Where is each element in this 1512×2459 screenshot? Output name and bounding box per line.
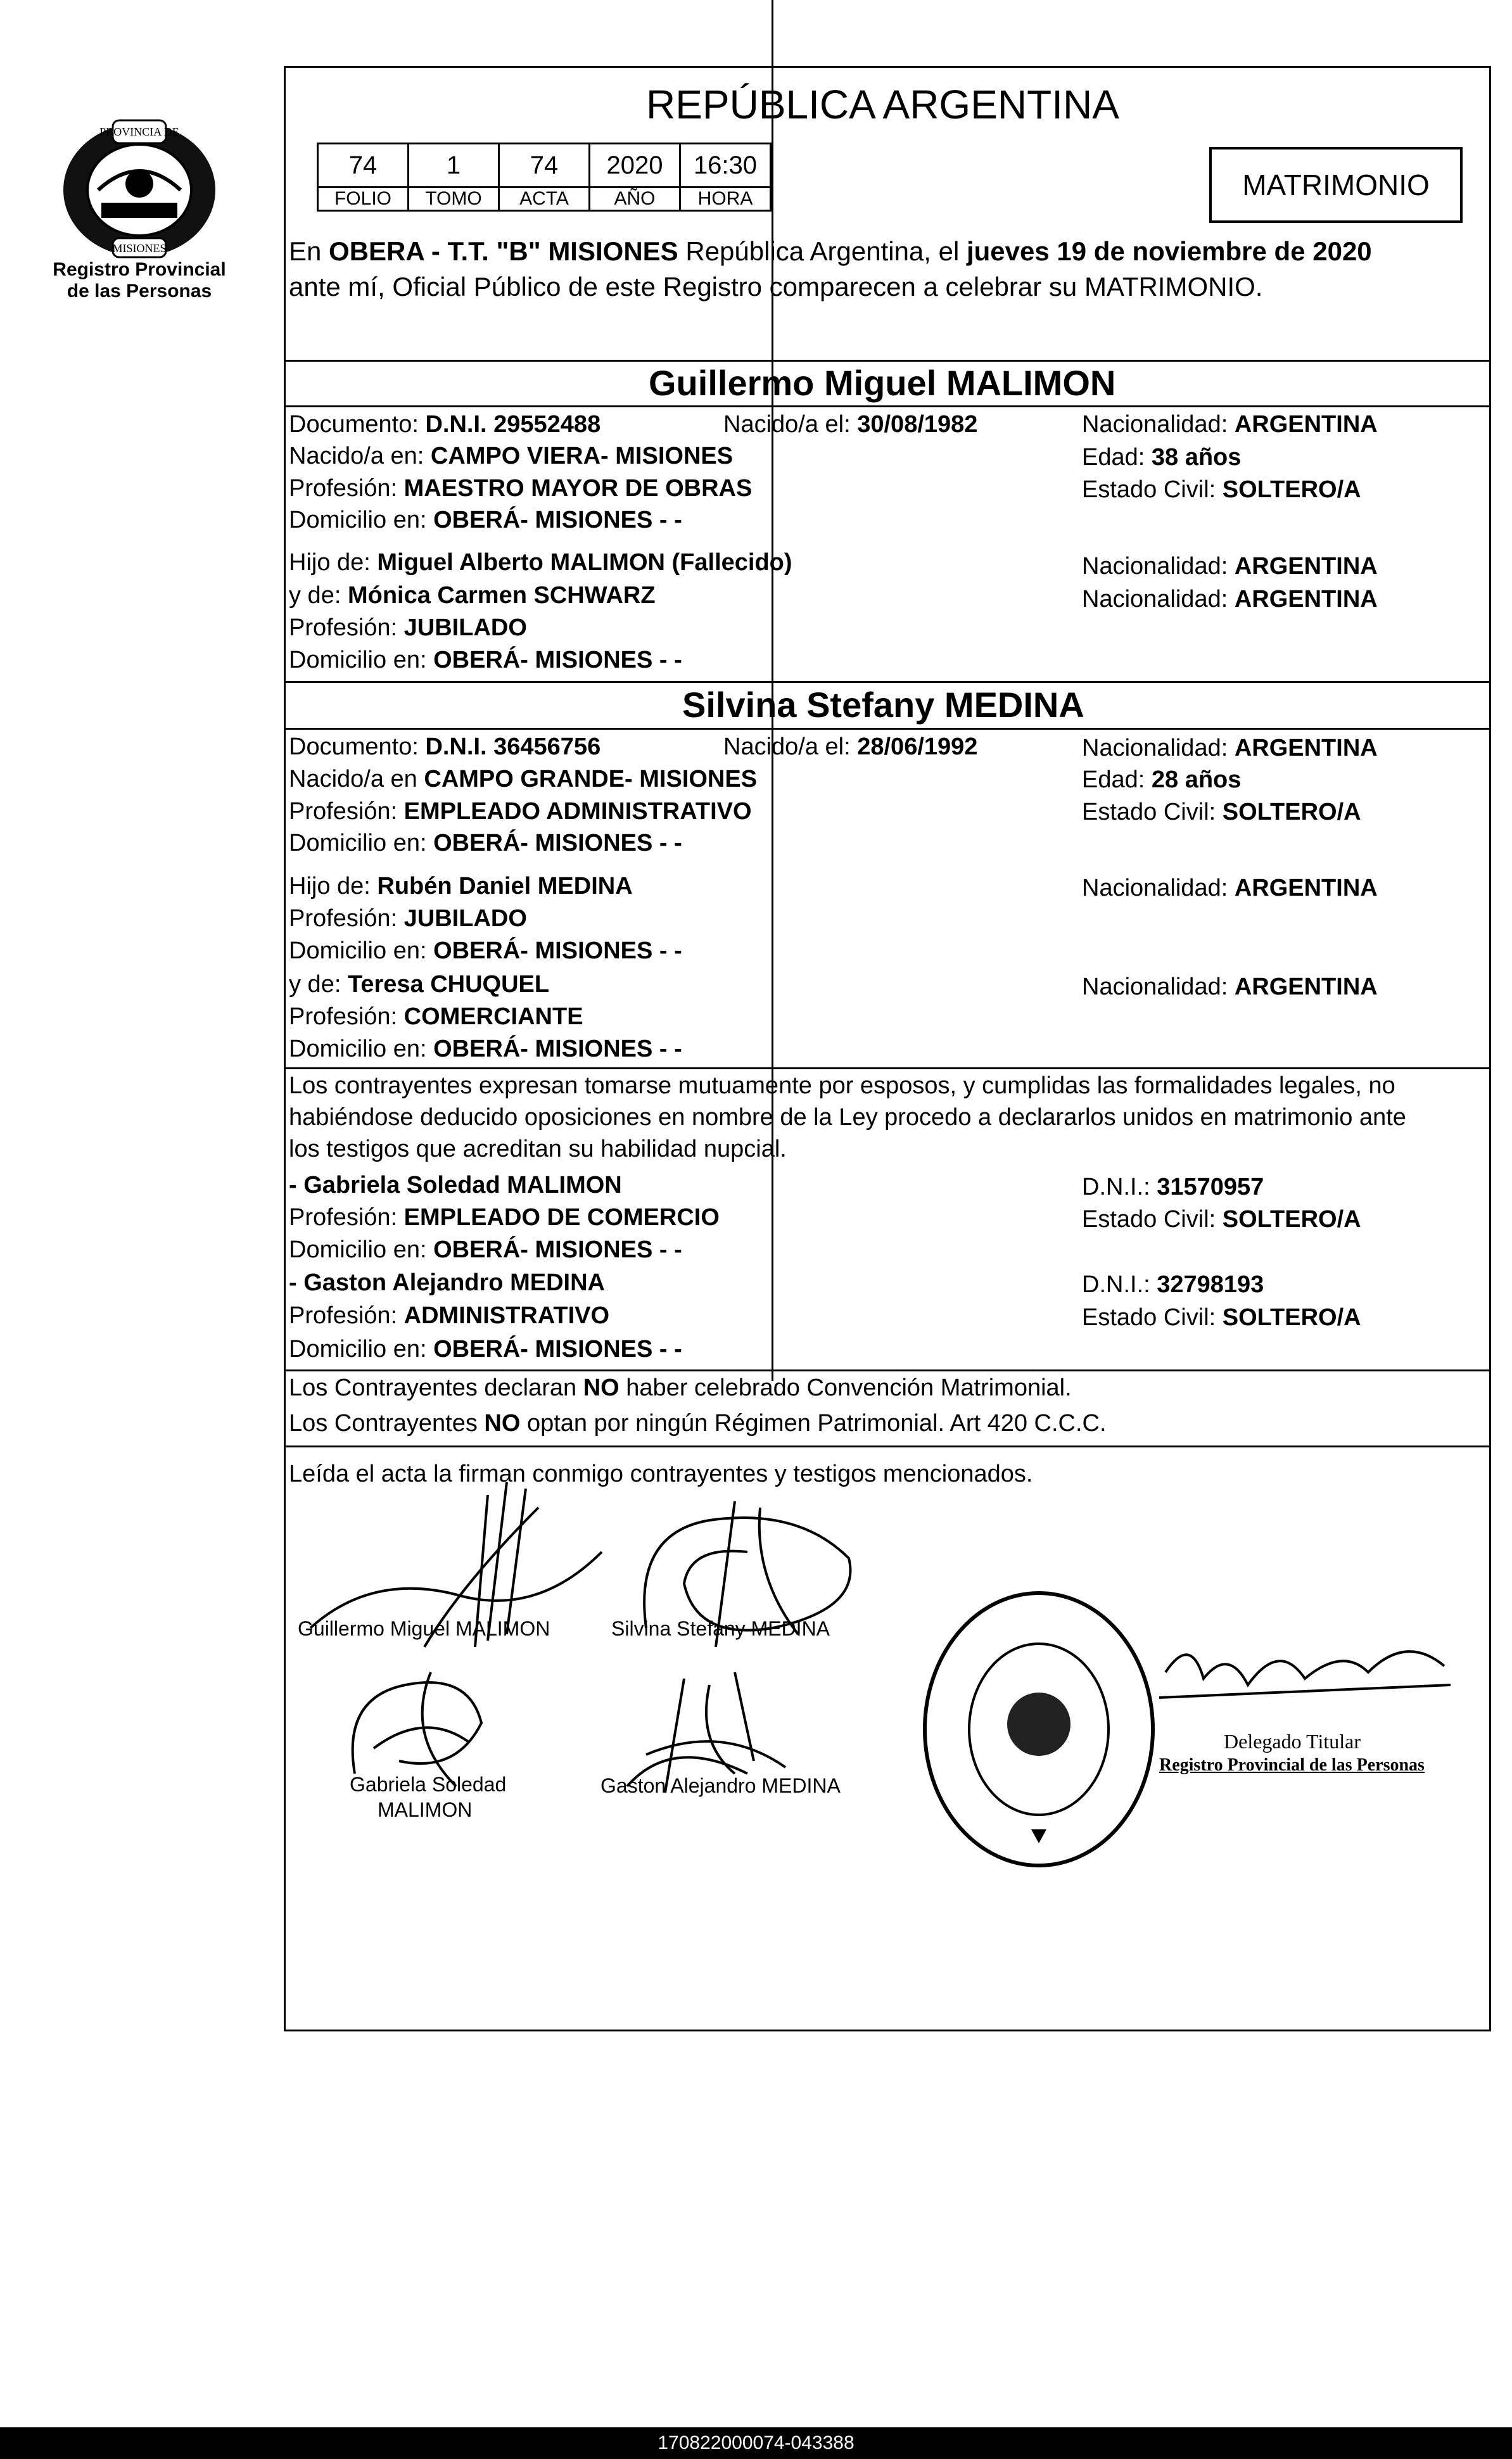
bride-name: Silvina Stefany MEDINA [682,685,1084,725]
registry-logo [38,95,241,317]
divider-header [284,360,1491,362]
groom-document: Documento: D.N.I. 29552488 [289,411,601,438]
bride-civil-status: Estado Civil: SOLTERO/A [1082,799,1361,825]
witness-1-signature-caption-1: Gabriela Soledad [350,1773,507,1796]
bride-age: Edad: 28 años [1082,766,1242,793]
document-barcode [0,2427,1512,2459]
witness-2-signature-caption: Gaston Alejandro MEDINA [600,1774,841,1797]
groom-mother-nationality: Nacionalidad: ARGENTINA [1082,586,1378,613]
witness-1-profession: Profesión: EMPLEADO DE COMERCIO [289,1204,720,1231]
bride-father-domicile: Domicilio en: OBERÁ- MISIONES - - [289,937,682,964]
divider-bride [284,681,1491,683]
groom-birthdate: Nacido/a el: 30/08/1982 [723,411,978,438]
declaration-line-1: Los contrayentes expresan tomarse mutuamente por esposos, y cumplidas las formalidades legales, no [289,1072,1395,1099]
folio-value: 74 [318,144,409,187]
groom-parents-profession: Profesión: JUBILADO [289,614,527,641]
groom-civil-status: Estado Civil: SOLTERO/A [1082,476,1361,503]
divider-signatures [284,1446,1491,1447]
groom-father: Hijo de: Miguel Alberto MALIMON (Fallecido) [289,549,792,576]
official-signature [1153,1609,1457,1723]
convention-line-1: Los Contrayentes declaran NO haber celebrado Convención Matrimonial. [289,1375,1072,1401]
bride-birthdate: Nacido/a el: 28/06/1992 [723,734,978,760]
witness-1-civil-status: Estado Civil: SOLTERO/A [1082,1206,1361,1233]
official-title: Delegado Titular [1224,1730,1361,1753]
hora-value: 16:30 [680,144,771,187]
folio-label: FOLIO [318,187,409,211]
divider-bride-name [284,728,1491,730]
registry-table [317,143,772,212]
divider-convention [284,1369,1491,1371]
intro-line-2: ante mí, Oficial Público de este Registro comparecen a celebrar su MATRIMONIO. [289,272,1263,302]
bride-father: Hijo de: Rubén Daniel MEDINA [289,873,633,899]
divider-declaration [284,1067,1491,1069]
intro-place: OBERA - T.T. "B" MISIONES [329,236,678,266]
witness-2-civil-status: Estado Civil: SOLTERO/A [1082,1304,1361,1331]
groom-age: Edad: 38 años [1082,444,1242,471]
bride-mother-domicile: Domicilio en: OBERÁ- MISIONES - - [289,1036,682,1062]
bride-signature-caption: Silvina Stefany MEDINA [611,1617,830,1640]
bride-birthplace: Nacido/a en CAMPO GRANDE- MISIONES [289,766,758,792]
intro-date: jueves 19 de noviembre de 2020 [966,236,1372,266]
groom-nationality: Nacionalidad: ARGENTINA [1082,411,1378,438]
groom-profession: Profesión: MAESTRO MAYOR DE OBRAS [289,475,753,502]
groom-name: Guillermo Miguel MALIMON [649,363,1116,403]
groom-birthplace: Nacido/a en: CAMPO VIERA- MISIONES [289,443,734,469]
groom-signature-caption: Guillermo Miguel MALIMON [298,1617,550,1640]
acta-label: ACTA [499,187,590,211]
document-type: MATRIMONIO [1242,168,1430,201]
declaration-line-3: los testigos que acreditan su habilidad nupcial. [289,1136,787,1162]
bride-father-nationality: Nacionalidad: ARGENTINA [1082,875,1378,901]
intro-line-1: En OBERA - T.T. "B" MISIONES República Argentina, el jueves 19 de noviembre de 2020 [289,236,1372,266]
svg-text:MISIONES: MISIONES [112,242,167,255]
document-type-box [1209,147,1463,223]
tomo-value: 1 [409,144,499,187]
groom-father-nationality: Nacionalidad: ARGENTINA [1082,553,1378,580]
witness-2-profession: Profesión: ADMINISTRATIVO [289,1302,610,1329]
province-emblem-icon [38,95,241,260]
witness-1-signature-caption-2: MALIMON [378,1798,473,1821]
bride-document: Documento: D.N.I. 36456756 [289,734,601,760]
bride-father-profession: Profesión: JUBILADO [289,905,527,932]
groom-domicile: Domicilio en: OBERÁ- MISIONES - - [289,507,682,533]
witness-1-domicile: Domicilio en: OBERÁ- MISIONES - - [289,1236,682,1263]
official-seal [912,1584,1166,1875]
signatures-intro: Leída el acta la firman conmigo contrayentes y testigos mencionados. [289,1461,1033,1487]
bride-mother-profession: Profesión: COMERCIANTE [289,1003,583,1030]
bride-mother-nationality: Nacionalidad: ARGENTINA [1082,974,1378,1000]
anio-value: 2020 [590,144,680,187]
logo-line-1: Registro Provincial [53,259,226,280]
bride-domicile: Domicilio en: OBERÁ- MISIONES - - [289,830,682,856]
divider-groom-name [284,405,1491,407]
witness-1-name: - Gabriela Soledad MALIMON [289,1172,622,1198]
anio-label: AÑO [590,187,680,211]
hora-label: HORA [680,187,771,211]
declaration-line-2: habiéndose deducido oposiciones en nombre de la Ley procedo a declararlos unidos en matrimonio ante [289,1104,1406,1131]
official-organization: Registro Provincial de las Personas [1159,1755,1425,1775]
witness-1-dni: D.N.I.: 31570957 [1082,1174,1264,1200]
logo-line-2: de las Personas [67,281,212,302]
witness-2-dni: D.N.I.: 32798193 [1082,1271,1264,1298]
document-title: REPÚBLICA ARGENTINA [646,82,1119,127]
acta-value: 74 [499,144,590,187]
svg-text:PROVINCIA DE: PROVINCIA DE [99,125,179,138]
barcode-number: 170822000074-043388 [658,2432,854,2453]
bride-mother: y de: Teresa CHUQUEL [289,971,550,998]
witness-2-domicile: Domicilio en: OBERÁ- MISIONES - - [289,1336,682,1363]
tomo-label: TOMO [409,187,499,211]
groom-parents-domicile: Domicilio en: OBERÁ- MISIONES - - [289,647,682,673]
convention-line-2: Los Contrayentes NO optan por ningún Régimen Patrimonial. Art 420 C.C.C. [289,1410,1107,1437]
witness-2-name: - Gaston Alejandro MEDINA [289,1269,605,1296]
bride-nationality: Nacionalidad: ARGENTINA [1082,735,1378,761]
groom-mother: y de: Mónica Carmen SCHWARZ [289,582,656,609]
bride-profession: Profesión: EMPLEADO ADMINISTRATIVO [289,798,752,825]
